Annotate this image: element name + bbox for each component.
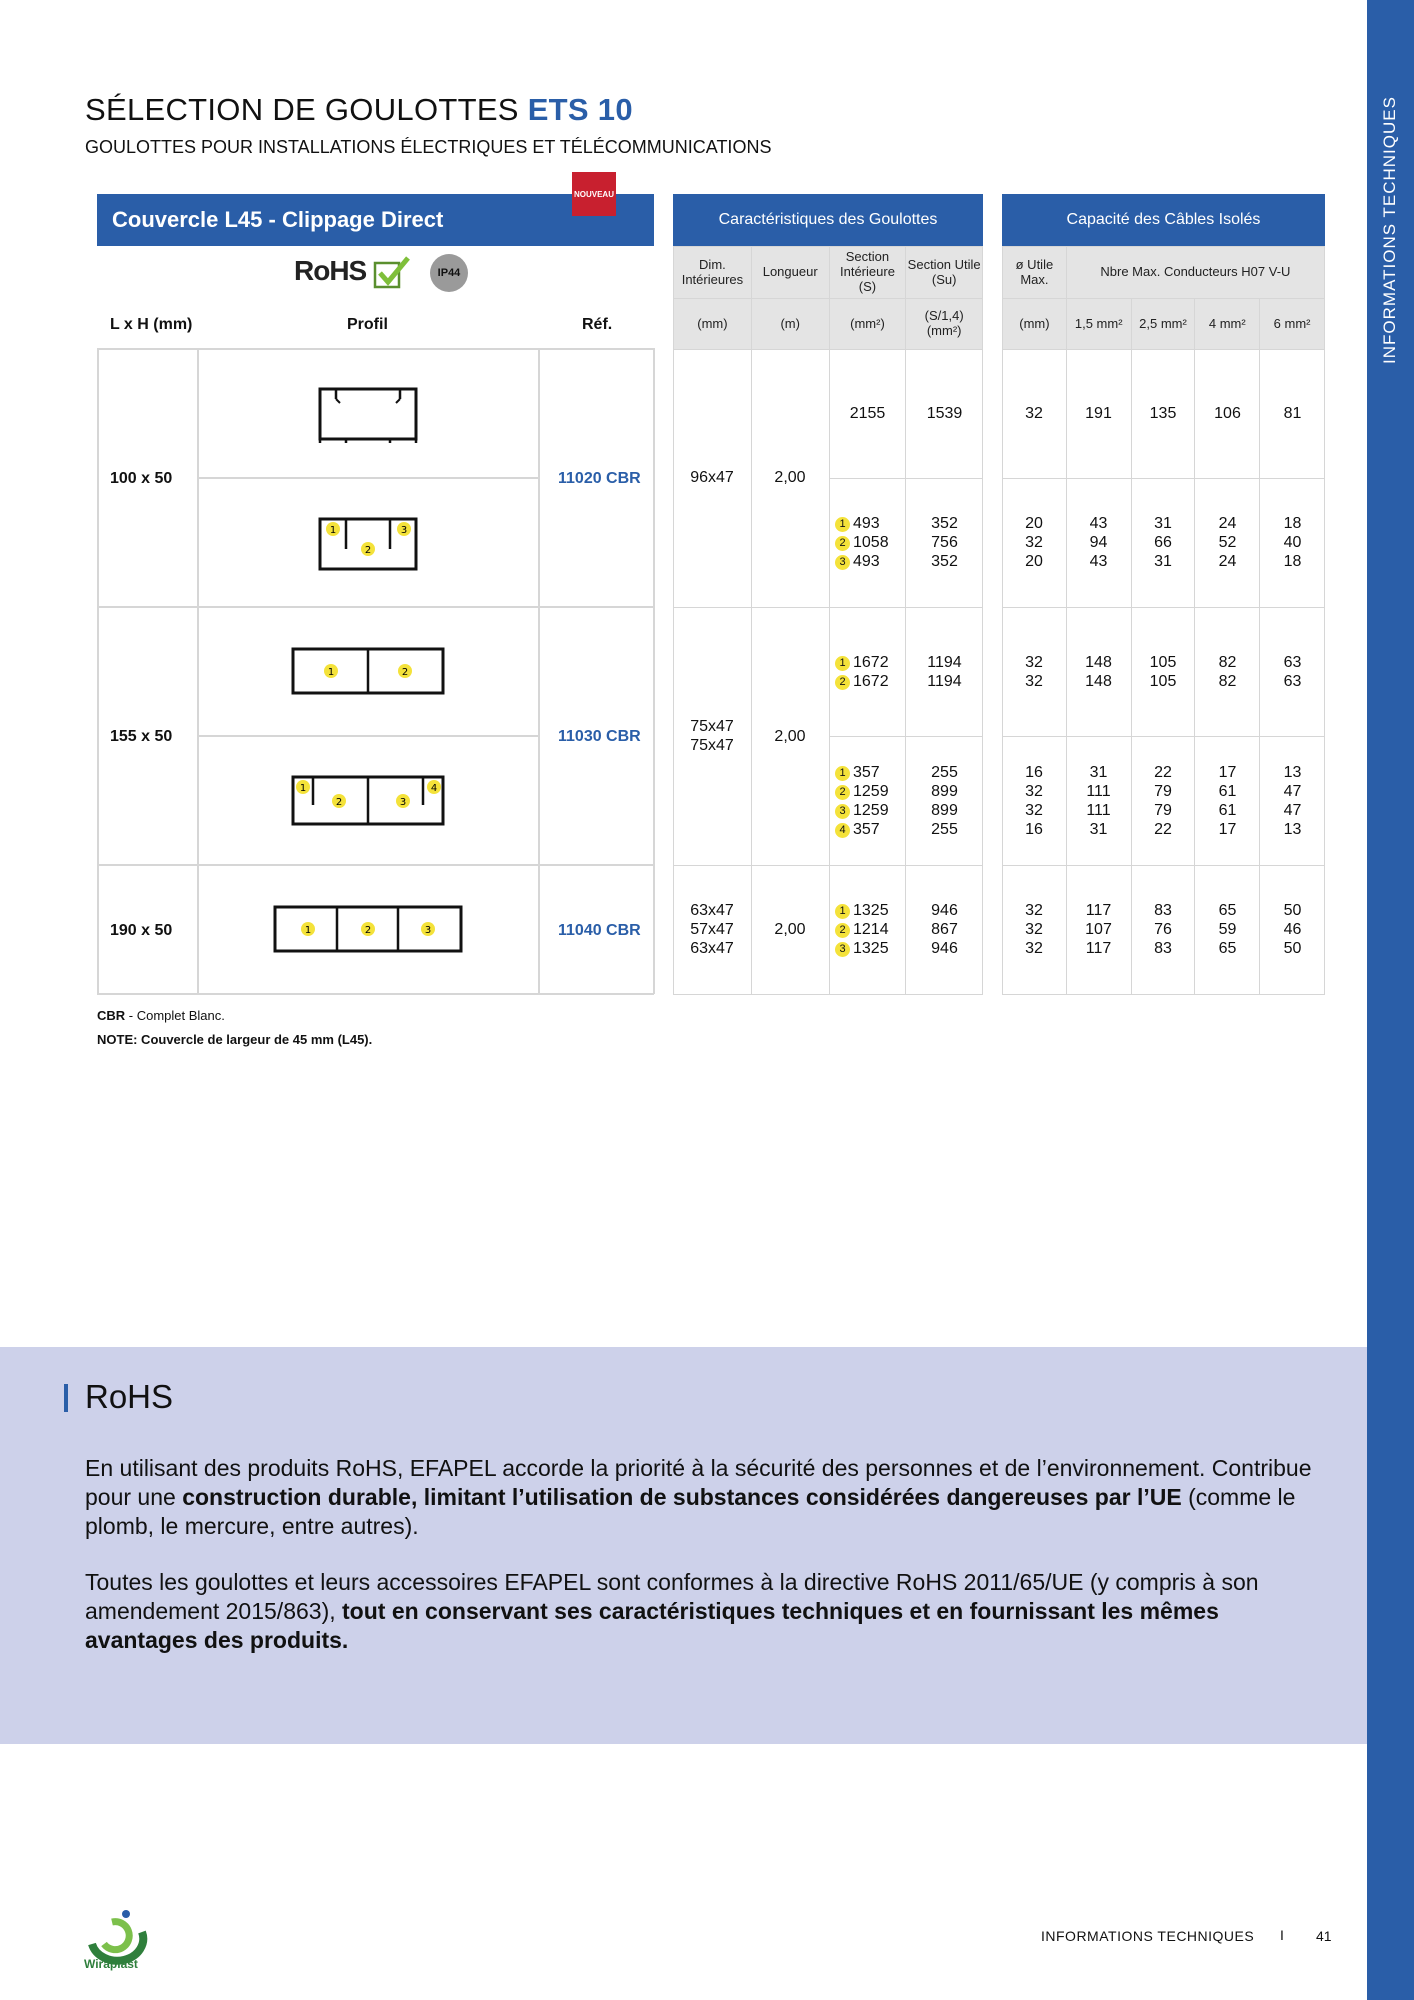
ip44-badge: IP44: [430, 254, 468, 292]
dim-list: 75x47 75x47: [690, 718, 734, 754]
long-cell: 2,00: [774, 921, 806, 938]
compartment-2-badge: 2: [835, 785, 850, 800]
c1-list: 148 148: [1085, 654, 1112, 690]
c1-list: 117 107 117: [1085, 902, 1112, 957]
page-title: SÉLECTION DE GOULOTTES ETS 10: [85, 92, 633, 127]
unit-diam: (mm): [1003, 299, 1067, 350]
svg-text:3: 3: [424, 925, 432, 936]
check-icon: [373, 255, 411, 289]
d-list: 16 32 32 16: [1025, 764, 1043, 838]
cbr-note: CBR - Complet Blanc.: [97, 1008, 225, 1023]
svg-text:2: 2: [401, 667, 409, 678]
su-list: 255 899 899 255: [931, 764, 958, 838]
s-list: 1 1325 2 1214 3 1325: [835, 901, 905, 958]
compartment-3-badge: 3: [835, 804, 850, 819]
long-cell: 2,00: [774, 469, 806, 486]
col-section-util: Section Utile (Su): [906, 247, 983, 299]
su-list: 352 756 352: [931, 515, 958, 570]
divider: [97, 348, 99, 994]
svg-text:3: 3: [399, 797, 407, 808]
capacity-table: [1002, 246, 1325, 995]
unit-sec: (mm²): [829, 299, 906, 350]
c1-cell: 191: [1085, 405, 1112, 422]
col-c3: 4 mm²: [1195, 299, 1260, 350]
col-c1: 1,5 mm²: [1066, 299, 1131, 350]
rohs-paragraph-2: Toutes les goulottes et leurs accessoires EFAPEL sont conformes à la directive RoHS 2011/65/UE (y compris à son amendement 2015/863), tout en conservant ses caractéristiques techniques et en fournissant les mêmes avantages des produits.: [85, 1569, 1259, 1653]
profile-11020-a: [316, 385, 420, 443]
c2-cell: 135: [1149, 405, 1177, 422]
divider: [97, 348, 654, 350]
footer-separator: I: [1280, 1927, 1284, 1943]
compartment-3-badge: 3: [835, 555, 850, 570]
size-155x50: 155 x 50: [110, 728, 173, 745]
unit-long: (m): [751, 299, 829, 350]
col-ref: Réf.: [582, 316, 613, 333]
c4-cell: 81: [1283, 405, 1302, 422]
c4-list: 18 40 18: [1283, 515, 1302, 570]
compartment-2-badge: 2: [835, 536, 850, 551]
d-list: 32 32: [1025, 654, 1043, 690]
rohs-logo: RoHS: [294, 255, 367, 286]
profile-11020-b: [316, 515, 420, 573]
svg-text:1: 1: [304, 925, 312, 936]
d-cell: 32: [1025, 405, 1043, 422]
compartment-2-badge: 2: [835, 923, 850, 938]
su-cell: 1539: [926, 405, 963, 422]
col-profil: Profil: [347, 316, 388, 333]
c4-list: 50 46 50: [1283, 902, 1302, 957]
s-list: 1 357 2 1259 3 1259 4 357: [835, 763, 905, 839]
characteristics-header: Caractéristiques des Goulottes: [673, 194, 983, 246]
size-190x50: 190 x 50: [110, 922, 173, 939]
long-cell: 2,00: [774, 728, 806, 745]
profile-11040: [271, 903, 465, 955]
sidebar-label: INFORMATIONS TECHNIQUES: [1380, 96, 1399, 364]
page-number: 41: [1316, 1928, 1332, 1944]
divider: [97, 864, 654, 866]
capacity-header: Capacité des Câbles Isolés: [1002, 194, 1325, 246]
c1-list: 43 94 43: [1089, 515, 1108, 570]
divider: [653, 348, 655, 994]
divider: [97, 993, 654, 995]
compartment-3-badge: 3: [835, 942, 850, 957]
compartment-2-badge: 2: [835, 675, 850, 690]
page-subtitle: GOULOTTES POUR INSTALLATIONS ÉLECTRIQUES ET TÉLÉCOMMUNICATIONS: [85, 137, 772, 157]
divider: [538, 348, 540, 994]
ref-11030: 11030 CBR: [558, 728, 641, 745]
divider: [197, 348, 199, 994]
unit-dim: (mm): [674, 299, 752, 350]
compartment-1-badge: 1: [835, 904, 850, 919]
rohs-paragraph-1: En utilisant des produits RoHS, EFAPEL accorde la priorité à la sécurité des personnes et de l’environnement. Contribue pour une construction durable, limitant l’utilisation de substances considérées dangereuses par l’UE (comme le plomb, le mercure, entre autres).: [85, 1455, 1312, 1539]
col-lxh: L x H (mm): [110, 316, 193, 333]
characteristics-table: [673, 246, 983, 995]
rohs-title: RoHS: [85, 1378, 174, 1415]
col-c2: 2,5 mm²: [1131, 299, 1195, 350]
c3-list: 24 52 24: [1218, 515, 1237, 570]
col-c4: 6 mm²: [1260, 299, 1325, 350]
logo-text: Wiraplast: [84, 1957, 138, 1971]
s-list: 1 493 2 1058 3 493: [835, 514, 905, 571]
footer-section: INFORMATIONS TECHNIQUES: [1041, 1928, 1255, 1944]
c2-list: 22 79 79 22: [1154, 764, 1172, 838]
s-list: 1 1672 2 1672: [835, 653, 905, 691]
c3-list: 65 59 65: [1218, 902, 1237, 957]
c3-cell: 106: [1214, 405, 1241, 422]
su-list: 1194 1194: [927, 654, 962, 690]
d-list: 20 32 20: [1025, 515, 1043, 570]
profile-11030-a: [289, 645, 447, 697]
col-nbre: Nbre Max. Conducteurs H07 V-U: [1066, 247, 1324, 299]
compartment-1-badge: 1: [835, 656, 850, 671]
compartment-1-badge: 1: [835, 517, 850, 532]
su-list: 946 867 946: [931, 902, 958, 957]
compartment-4-badge: 4: [835, 823, 850, 838]
c3-list: 17 61 61 17: [1218, 764, 1237, 838]
size-100x50: 100 x 50: [110, 470, 173, 487]
svg-text:2: 2: [335, 797, 343, 808]
svg-text:1: 1: [329, 525, 337, 536]
svg-text:1: 1: [327, 667, 335, 678]
compartment-1-badge: 1: [835, 766, 850, 781]
svg-text:1: 1: [299, 783, 307, 794]
dim-cell: 96x47: [690, 469, 734, 486]
profile-11030-b: [289, 773, 447, 828]
unit-su: (S/1,4) (mm²): [906, 299, 983, 350]
cover-header: Couvercle L45 - Clippage Direct: [97, 194, 654, 246]
new-badge: NOUVEAU: [572, 172, 616, 216]
ref-11040: 11040 CBR: [558, 922, 641, 939]
c2-list: 31 66 31: [1154, 515, 1172, 570]
svg-text:4: 4: [430, 783, 438, 794]
svg-text:3: 3: [400, 525, 408, 536]
c3-list: 82 82: [1218, 654, 1237, 690]
svg-text:2: 2: [364, 925, 372, 936]
d-list: 32 32 32: [1025, 902, 1043, 957]
ref-11020: 11020 CBR: [558, 470, 641, 487]
c2-list: 105 105: [1149, 654, 1177, 690]
col-dim: Dim. Intérieures: [674, 247, 752, 299]
col-diam: ø Utile Max.: [1003, 247, 1067, 299]
c2-list: 83 76 83: [1154, 902, 1172, 957]
divider: [197, 735, 538, 737]
svg-text:2: 2: [364, 545, 372, 556]
dim-list: 63x47 57x47 63x47: [690, 902, 734, 957]
rohs-accent-bar: [64, 1384, 68, 1412]
s-cell: 2155: [849, 405, 886, 422]
col-section-int: Section Intérieure (S): [829, 247, 906, 299]
c4-list: 13 47 47 13: [1283, 764, 1302, 838]
rohs-panel: [0, 1347, 1367, 1744]
c1-list: 31 111 111 31: [1086, 764, 1111, 838]
col-longueur: Longueur: [751, 247, 829, 299]
divider: [97, 606, 654, 608]
divider: [197, 477, 538, 479]
width-note: NOTE: Couvercle de largeur de 45 mm (L45).: [97, 1032, 373, 1047]
c4-list: 63 63: [1283, 654, 1302, 690]
